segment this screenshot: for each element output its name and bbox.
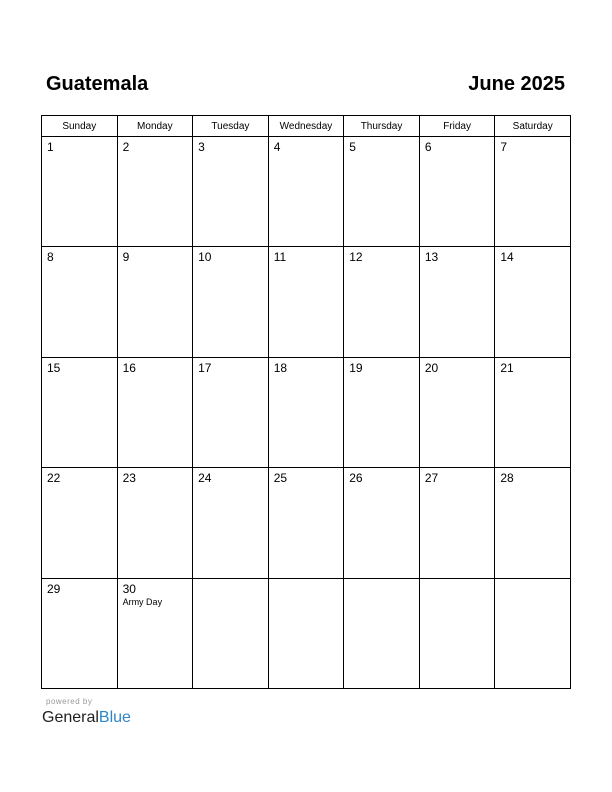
day-number: 19 — [349, 360, 363, 375]
day-cell-empty — [344, 578, 420, 688]
weekday-thursday: Thursday — [344, 116, 420, 137]
day-cell — [344, 137, 420, 247]
day-number: 30 — [122, 581, 136, 596]
day-cell — [419, 357, 495, 467]
day-number: 7 — [500, 140, 508, 154]
day-number: 12 — [349, 250, 363, 265]
day-number: 17 — [198, 360, 212, 375]
day-number — [344, 579, 419, 582]
week-row-4 — [42, 468, 571, 578]
day-cell — [42, 247, 118, 357]
day-number: 27 — [424, 471, 439, 486]
day-number: 13 — [424, 250, 439, 265]
day-number: 5 — [349, 140, 356, 154]
week-row-2 — [42, 247, 571, 357]
day-number: 21 — [500, 360, 514, 375]
weekday-friday: Friday — [419, 116, 495, 137]
day-cell — [42, 357, 118, 467]
weekday-sunday: Sunday — [42, 116, 118, 137]
day-cell — [495, 137, 571, 247]
day-number: 28 — [500, 471, 514, 486]
day-cell — [419, 247, 495, 357]
day-number: 18 — [273, 360, 288, 375]
calendar-grid — [41, 115, 571, 689]
weekday-wednesday: Wednesday — [268, 116, 344, 137]
weekday-header-row — [42, 116, 571, 137]
day-number: 6 — [424, 140, 432, 154]
day-cell — [268, 247, 344, 357]
week-row-3 — [42, 357, 571, 467]
day-cell — [117, 578, 193, 688]
day-number: 11 — [273, 250, 287, 265]
day-cell — [344, 247, 420, 357]
day-cell — [419, 137, 495, 247]
day-cell — [495, 247, 571, 357]
generalblue-logo[interactable] — [42, 708, 131, 728]
day-cell — [42, 578, 118, 688]
day-number: 25 — [273, 471, 288, 486]
day-cell — [344, 357, 420, 467]
day-number: 23 — [122, 471, 136, 486]
weekday-tuesday: Tuesday — [193, 116, 269, 137]
day-number: 24 — [198, 471, 212, 486]
day-cell-empty — [419, 578, 495, 688]
day-cell — [419, 468, 495, 578]
footer-branding[interactable] — [42, 697, 131, 728]
day-cell — [344, 468, 420, 578]
day-number — [420, 579, 495, 582]
day-number: 9 — [122, 250, 130, 265]
day-cell — [268, 357, 344, 467]
day-number: 10 — [198, 250, 212, 265]
day-cell — [42, 468, 118, 578]
weekday-monday: Monday — [117, 116, 193, 137]
day-cell — [117, 247, 193, 357]
day-cell — [495, 357, 571, 467]
day-cell — [117, 357, 193, 467]
day-cell — [117, 468, 193, 578]
day-cell — [495, 468, 571, 578]
month-year-title: June 2025 — [468, 73, 565, 95]
day-cell — [42, 137, 118, 247]
day-cell — [193, 468, 269, 578]
holiday-label: Army Day — [122, 596, 163, 607]
weekday-saturday: Saturday — [495, 116, 571, 137]
day-number: 29 — [47, 581, 61, 596]
day-cell-empty — [193, 578, 269, 688]
day-number: 4 — [273, 140, 281, 154]
day-number — [495, 579, 570, 582]
day-cell-empty — [268, 578, 344, 688]
day-cell — [268, 468, 344, 578]
day-number: 15 — [47, 360, 61, 375]
brand-part-blue: Blue — [98, 709, 131, 726]
day-number: 2 — [122, 140, 130, 154]
day-number: 22 — [47, 471, 61, 486]
day-number — [269, 579, 344, 582]
day-cell — [193, 247, 269, 357]
brand-part-general: General — [42, 709, 99, 726]
day-number: 3 — [198, 140, 205, 154]
country-title: Guatemala — [46, 73, 149, 95]
day-cell — [268, 137, 344, 247]
day-number: 26 — [349, 471, 363, 486]
day-cell — [193, 357, 269, 467]
day-number: 14 — [500, 250, 514, 265]
day-number — [193, 579, 268, 582]
day-number: 1 — [47, 140, 54, 154]
week-row-1 — [42, 137, 571, 247]
week-row-5 — [42, 578, 571, 688]
day-cell-empty — [495, 578, 571, 688]
day-cell — [193, 137, 269, 247]
day-cell — [117, 137, 193, 247]
powered-by-text: powered by — [46, 697, 93, 706]
day-number: 16 — [122, 360, 136, 375]
day-number: 20 — [424, 360, 439, 375]
day-number: 8 — [47, 250, 54, 265]
